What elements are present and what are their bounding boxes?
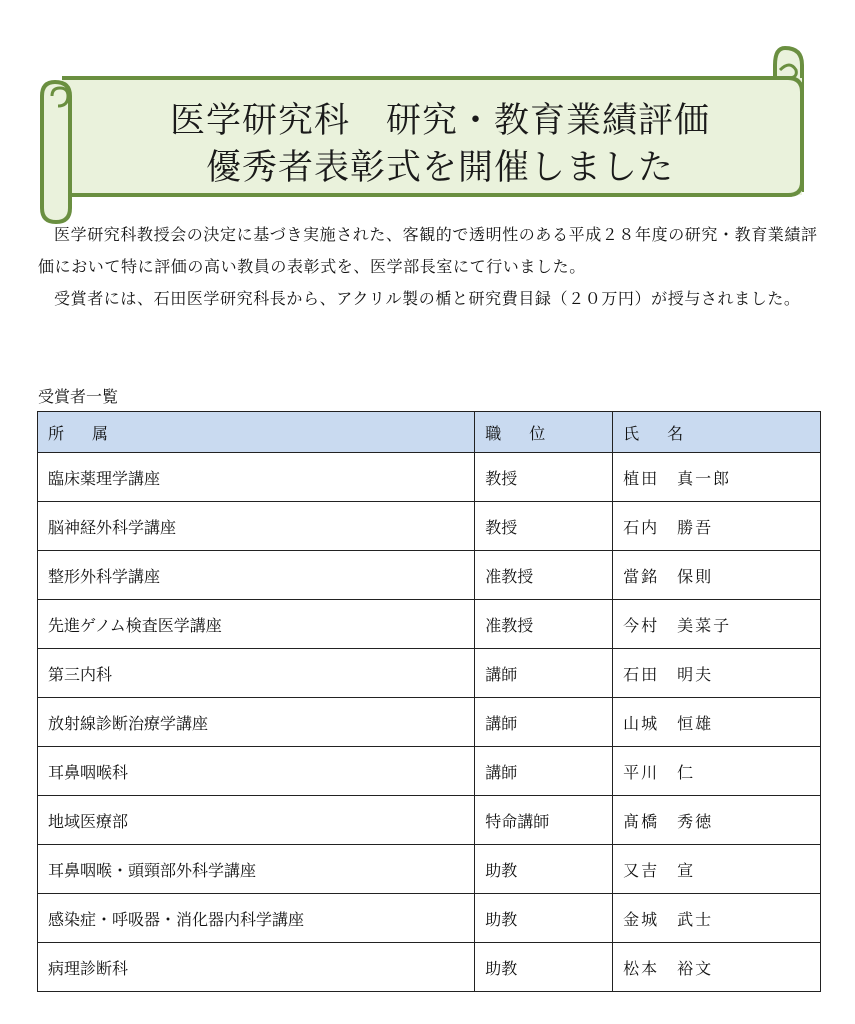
cell-department: 臨床薬理学講座 xyxy=(38,453,475,502)
cell-position: 助教 xyxy=(475,845,613,894)
cell-department: 先進ゲノム検査医学講座 xyxy=(38,600,475,649)
table-caption: 受賞者一覧 xyxy=(38,387,119,406)
banner-title-line1: 医学研究科 研究・教育業績評価 xyxy=(169,101,710,141)
table-row xyxy=(38,845,821,894)
cell-name: 石内 勝吾 xyxy=(613,502,821,551)
table-row xyxy=(38,894,821,943)
cell-name: 山城 恒雄 xyxy=(613,698,821,747)
cell-name: 松本 裕文 xyxy=(613,943,821,992)
cell-name: 植田 真一郎 xyxy=(613,453,821,502)
cell-position: 講師 xyxy=(475,649,613,698)
cell-name: 平川 仁 xyxy=(613,747,821,796)
cell-name: 當銘 保則 xyxy=(613,551,821,600)
banner-title-line2: 優秀者表彰式を開催しました xyxy=(205,148,674,188)
cell-position: 講師 xyxy=(475,698,613,747)
cell-department: 耳鼻咽喉・頭頸部外科学講座 xyxy=(38,845,475,894)
cell-name: 石田 明夫 xyxy=(613,649,821,698)
awardees-table xyxy=(37,411,821,992)
cell-position: 助教 xyxy=(475,943,613,992)
cell-department: 病理診断科 xyxy=(38,943,475,992)
table-row xyxy=(38,600,821,649)
cell-department: 脳神経外科学講座 xyxy=(38,502,475,551)
table-row xyxy=(38,943,821,992)
title-banner xyxy=(0,0,855,230)
table-row xyxy=(38,796,821,845)
cell-position: 准教授 xyxy=(475,551,613,600)
cell-position: 教授 xyxy=(475,502,613,551)
cell-department: 放射線診断治療学講座 xyxy=(38,698,475,747)
cell-department: 第三内科 xyxy=(38,649,475,698)
intro-paragraph-2: 受賞者には、石田医学研究科長から、アクリル製の楯と研究費目録（２０万円）が授与されました。 xyxy=(54,289,801,308)
cell-department: 感染症・呼吸器・消化器内科学講座 xyxy=(38,894,475,943)
cell-position: 教授 xyxy=(475,453,613,502)
cell-position: 助教 xyxy=(475,894,613,943)
cell-position: 准教授 xyxy=(475,600,613,649)
header-department: 所 属 xyxy=(38,412,475,453)
cell-department: 耳鼻咽喉科 xyxy=(38,747,475,796)
cell-name: 髙橋 秀徳 xyxy=(613,796,821,845)
intro-paragraph-1: 医学研究科教授会の決定に基づき実施された、客観的で透明性のある平成２８年度の研究・教育業績評価において特に評価の高い教員の表彰式を、医学部長室にて行いました。 xyxy=(38,225,818,276)
table-row xyxy=(38,649,821,698)
table-row xyxy=(38,698,821,747)
cell-name: 又吉 宣 xyxy=(613,845,821,894)
cell-department: 地域医療部 xyxy=(38,796,475,845)
cell-name: 今村 美菜子 xyxy=(613,600,821,649)
cell-name: 金城 武士 xyxy=(613,894,821,943)
intro-text xyxy=(38,219,823,315)
table-row xyxy=(38,747,821,796)
table-row xyxy=(38,551,821,600)
cell-position: 特命講師 xyxy=(475,796,613,845)
cell-department: 整形外科学講座 xyxy=(38,551,475,600)
table-header-row xyxy=(38,412,821,453)
header-position: 職 位 xyxy=(475,412,613,453)
cell-position: 講師 xyxy=(475,747,613,796)
header-name: 氏 名 xyxy=(613,412,821,453)
table-row xyxy=(38,502,821,551)
table-row xyxy=(38,453,821,502)
